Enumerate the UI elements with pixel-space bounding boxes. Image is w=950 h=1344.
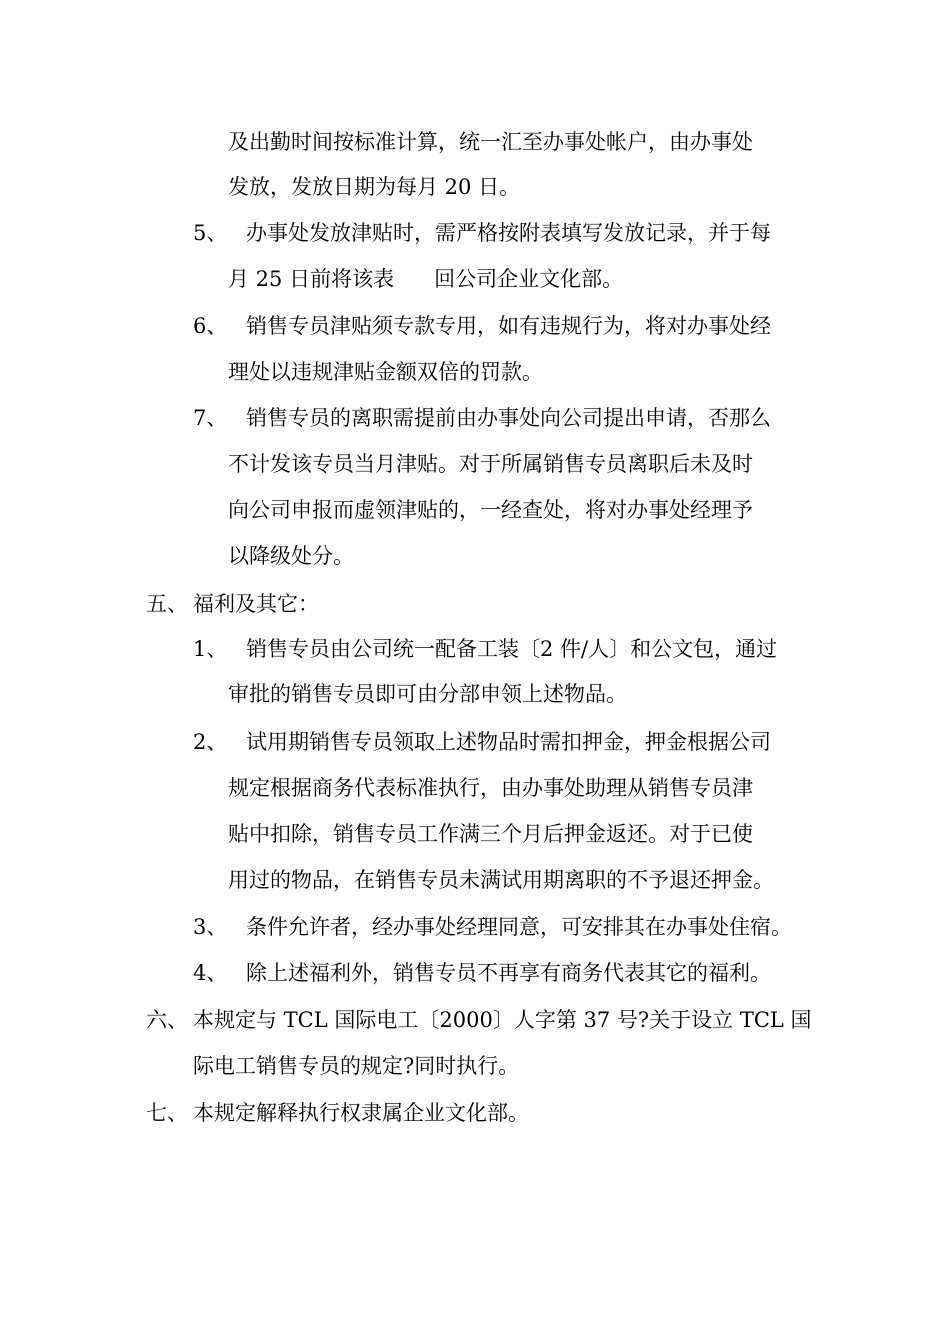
section-text-line: 本规定解释执行权隶属企业文化部。 xyxy=(193,1101,529,1125)
item-text-line: 用过的物品，在销售专员未满试用期离职的不予退还押金。 xyxy=(228,868,774,892)
section-number: 七、 xyxy=(146,1101,188,1125)
item-text-line: 试用期销售专员领取上述物品时需扣押金，押金根据公司 xyxy=(246,730,771,754)
continuation-line: 发放，发放日期为每月 20 日。 xyxy=(228,175,521,199)
item-number: 3、 xyxy=(193,915,228,939)
item-number: 5、 xyxy=(193,221,228,245)
section-title: 福利及其它： xyxy=(193,592,319,616)
item-text-line: 规定根据商务代表标准执行，由办事处助理从销售专员津 xyxy=(228,776,753,800)
item-text-line: 以降级处分。 xyxy=(228,544,354,568)
item-text-line: 办事处发放津贴时，需严格按附表填写发放记录，并于每 xyxy=(246,221,771,245)
item-number: 1、 xyxy=(193,637,228,661)
item-text-line: 理处以违规津贴金额双倍的罚款。 xyxy=(228,360,543,384)
item-number: 2、 xyxy=(193,730,228,754)
item-text-line: 除上述福利外，销售专员不再享有商务代表其它的福利。 xyxy=(246,961,771,985)
item-number: 7、 xyxy=(193,406,228,430)
section-number: 六、 xyxy=(146,1008,188,1032)
item-number: 6、 xyxy=(193,314,228,338)
item-number: 4、 xyxy=(193,961,228,985)
section-number: 五、 xyxy=(146,592,188,616)
item-text-line: 不计发该专员当月津贴。对于所属销售专员离职后未及时 xyxy=(228,452,753,476)
item-text-line: 销售专员由公司统一配备工装〔2 件/人〕和公文包，通过 xyxy=(246,637,778,661)
section-text-line: 际电工销售专员的规定?同时执行。 xyxy=(193,1054,520,1078)
continuation-line: 及出勤时间按标准计算，统一汇至办事处帐户，由办事处 xyxy=(228,130,753,154)
item-text-line: 条件允许者，经办事处经理同意，可安排其在办事处住宿。 xyxy=(246,915,792,939)
item-text-line: 审批的销售专员即可由分部申领上述物品。 xyxy=(228,682,627,706)
section-text-line: 本规定与 TCL 国际电工〔2000〕人字第 37 号?关于设立 TCL 国 xyxy=(193,1008,812,1032)
item-text-line: 销售专员津贴须专款专用，如有违规行为，将对办事处经 xyxy=(246,314,771,338)
item-text-line: 月 25 日前将该表 回公司企业文化部。 xyxy=(228,267,624,291)
item-text-line: 贴中扣除，销售专员工作满三个月后押金返还。对于已使 xyxy=(228,822,753,846)
item-text-line: 向公司申报而虚领津贴的，一经查处，将对办事处经理予 xyxy=(228,498,753,522)
item-text-line: 销售专员的离职需提前由办事处向公司提出申请，否那么 xyxy=(246,406,771,430)
